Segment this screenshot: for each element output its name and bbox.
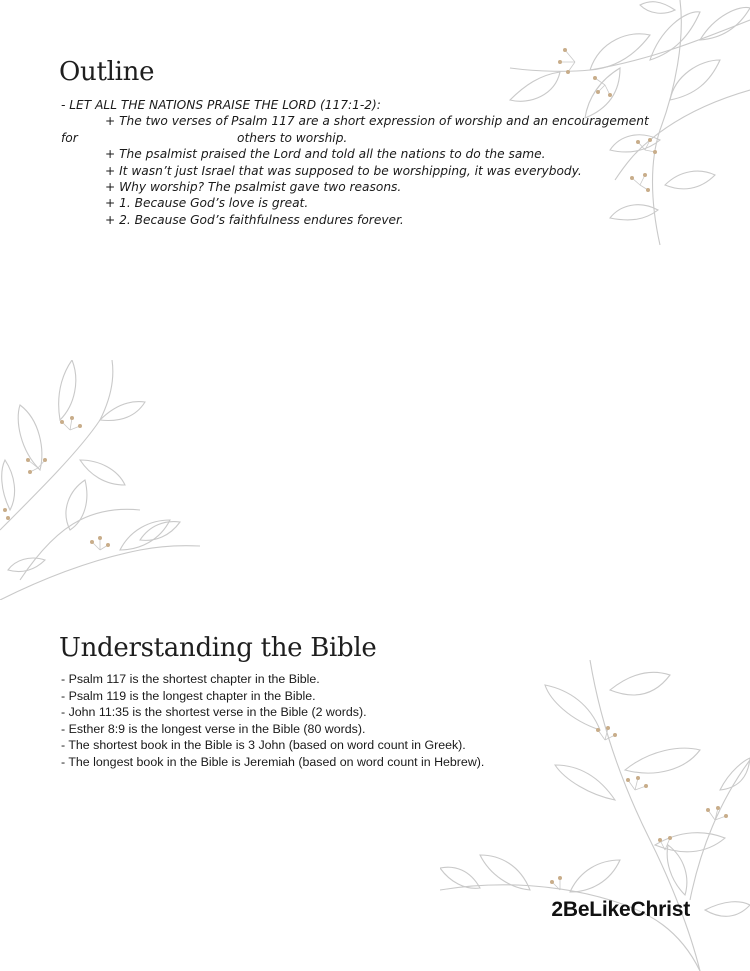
- outline-sub-point: + It wasn’t just Israel that was supposed to be worshipping, it was everybody.: [105, 163, 582, 178]
- outline-sub-point: + Why worship? The psalmist gave two reasons.: [105, 180, 402, 195]
- brand-logo-text: 2BeLikeChrist: [551, 898, 690, 921]
- bible-fact-item: - Esther 8:9 is the longest verse in the Bible (80 words).: [61, 721, 366, 736]
- bible-fact-item: - Psalm 117 is the shortest chapter in the Bible.: [61, 672, 320, 686]
- floral-branch-middle-left-decoration: [0, 360, 200, 600]
- bible-fact-item: - Psalm 119 is the longest chapter in the Bible.: [61, 688, 316, 703]
- bible-fact-item: - The longest book in the Bible is Jeremiah (based on word count in Hebrew).: [61, 754, 485, 769]
- outline-sub-point: + 1. Because God’s love is great.: [105, 196, 309, 211]
- outline-heading: Outline: [59, 57, 155, 87]
- outline-content: [61, 97, 701, 228]
- outline-sub-point: + 2. Because God’s faithfulness endures forever.: [105, 212, 404, 227]
- bible-facts-list: [61, 671, 661, 770]
- bible-fact-item: - The shortest book in the Bible is 3 John (based on word count in Greek).: [61, 738, 466, 752]
- outline-main-point: - LET ALL THE NATIONS PRAISE THE LORD (117:1-2):: [61, 98, 381, 112]
- outline-continuation-lead: for: [61, 130, 78, 145]
- outline-sub-point-continuation: [61, 130, 701, 146]
- outline-sub-point: + The two verses of Psalm 117 are a short expression of worship and an encouragement: [105, 114, 649, 129]
- understanding-heading: Understanding the Bible: [59, 633, 377, 663]
- outline-continuation-rest: others to worship.: [237, 130, 348, 145]
- outline-sub-point: + The psalmist praised the Lord and told all the nations to do the same.: [105, 147, 546, 162]
- bible-fact-item: - John 11:35 is the shortest verse in the Bible (2 words).: [61, 705, 367, 719]
